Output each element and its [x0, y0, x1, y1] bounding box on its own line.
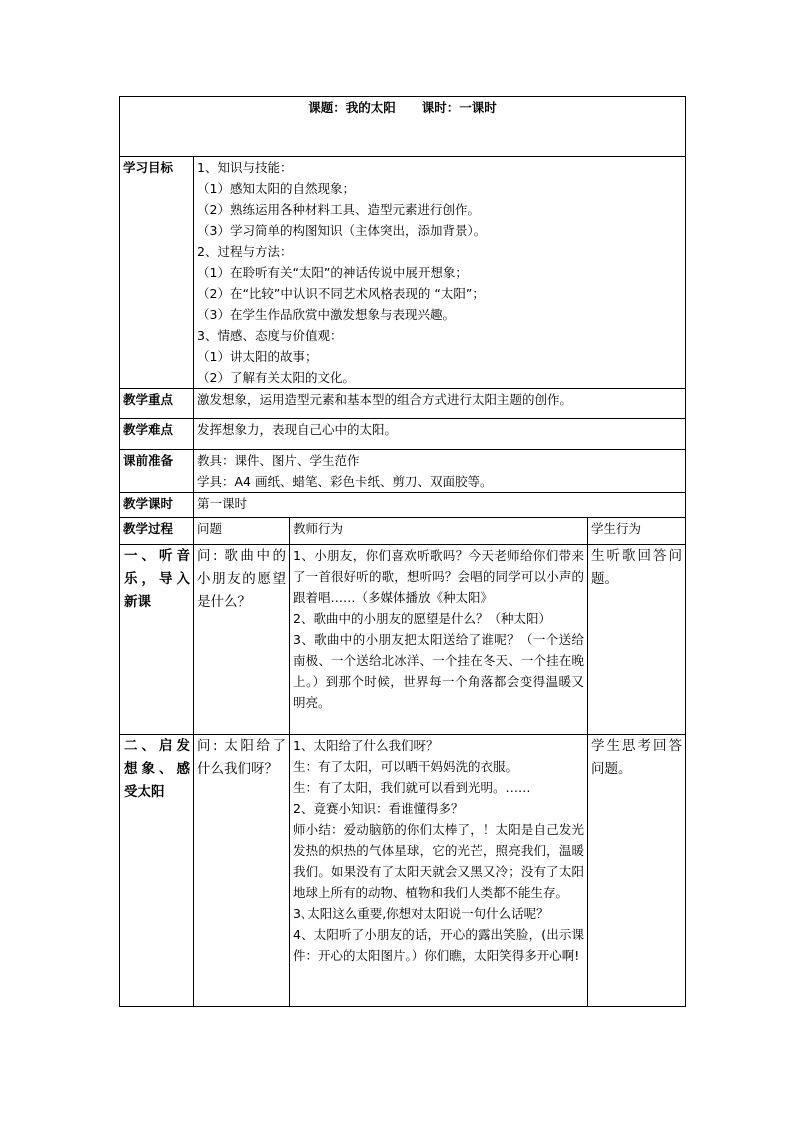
step-teacher: [290, 735, 588, 1007]
stage-text: 二、启发想象、感受太阳: [124, 738, 190, 800]
teacher-line: 2、竟赛小知识：看谁懂得多？: [293, 801, 464, 816]
step-question: [194, 735, 290, 1007]
teacher-line: 3､太阳这么重要,你想对太阳说一句什么话呢？: [293, 906, 549, 921]
difficulty-label: 教学难点: [120, 419, 194, 450]
teacher-line: 2、歌曲中的小朋友的愿望是什么？（种太阳）: [293, 611, 551, 626]
teacher-line: 生：有了太阳，可以晒干妈妈洗的衣服。: [293, 759, 519, 774]
objectives-content: [194, 157, 686, 389]
preparation-row: [120, 450, 686, 493]
key-point-text: 激发想象，运用造型元素和基本型的组合方式进行太阳主题的创作。: [194, 389, 686, 419]
objective-line: （2）在“比较”中认识不同艺术风格表现的 “太阳”；: [197, 286, 485, 301]
teacher-line: 1、太阳给了什么我们呀？: [293, 738, 439, 753]
teaching-aids: 教具：课件、图片、学生范作: [197, 453, 360, 468]
objective-line: 2、过程与方法：: [197, 244, 293, 259]
key-point-row: [120, 389, 686, 419]
question-text: 问: 歌曲中的小朋友的愿望是什么？: [197, 548, 286, 610]
step-stage: [120, 545, 194, 735]
lesson-text: 第一课时: [194, 493, 686, 518]
learning-aids: 学具：A4 画纸、蜡笔、彩色卡纸、剪刀、双面胶等。: [197, 474, 493, 489]
difficulty-row: [120, 419, 686, 450]
period-title: 课时：一课时: [421, 100, 497, 115]
stage-text: 一、听音乐，导入新课: [124, 548, 190, 610]
objective-line: （2）了解有关太阳的文化。: [197, 370, 355, 385]
objective-line: （1）感知太阳的自然现象；: [197, 181, 355, 196]
objective-line: 1、知识与技能：: [197, 160, 293, 175]
objectives-label: 学习目标: [120, 157, 194, 389]
step-row: [120, 735, 686, 1007]
teacher-line: 师小结：爱动脑筋的你们太棒了，！太阳是自己发光发热的炽热的气体星球，它的光芒，照亮我们，温暖我们。如果没有了太阳天就会又黑又冷；没有了太阳地球上所有的动物、植物和我们人类都不能生存。: [293, 822, 584, 900]
topic-title: 课题：我的太阳: [308, 100, 396, 115]
step-stage: [120, 735, 194, 1007]
step-teacher: [290, 545, 588, 735]
student-text: 生听歌回答问题。: [591, 548, 683, 587]
lesson-row: [120, 493, 686, 518]
objectives-row: [120, 157, 686, 389]
teacher-line: 4、太阳听了小朋友的话，开心的露出笑脸，(出示课件：开心的太阳图片。）你们瞧，太阳笑得多开心啊!: [293, 927, 584, 963]
key-point-label: 教学重点: [120, 389, 194, 419]
step-student: [588, 735, 686, 1007]
process-label: 教学过程: [120, 518, 194, 545]
teacher-header: 教师行为: [290, 518, 588, 545]
objective-line: （1）讲太阳的故事；: [197, 349, 318, 364]
student-header: 学生行为: [588, 518, 686, 545]
teacher-line: 生：有了太阳，我们就可以看到光明。……: [293, 780, 531, 795]
step-question: [194, 545, 290, 735]
teacher-line: 3、歌曲中的小朋友把太阳送给了谁呢？（一个送给南极、一个送给北冰洋、一个挂在冬天、一个挂在晚上。）到那个时候，世界每一个角落都会变得温暖又明亮。: [293, 632, 584, 710]
process-header-row: [120, 518, 686, 545]
preparation-label: 课前准备: [120, 450, 194, 493]
page-title: [120, 97, 686, 157]
objective-line: （1）在聆听有关“太阳”的神话传说中展开想象；: [197, 265, 468, 280]
lesson-label: 教学课时: [120, 493, 194, 518]
lesson-plan-table: [119, 96, 686, 1007]
step-row: [120, 545, 686, 735]
question-text: 问: 太阳给了什么我们呀？: [197, 738, 286, 777]
question-header: 问题: [194, 518, 290, 545]
preparation-content: [194, 450, 686, 493]
step-student: [588, 545, 686, 735]
objective-line: 3、情感、态度与价值观：: [197, 328, 343, 343]
objective-line: （2）熟练运用各种材料工具、造型元素进行创作。: [197, 202, 480, 217]
student-text: 学生思考回答问题。: [591, 738, 683, 777]
teacher-line: 1、小朋友，你们喜欢听歌吗？今天老师给你们带来了一首很好听的歌，想听吗？会唱的同学可以小声的跟着唱……（多媒体播放《种太阳》: [293, 548, 584, 605]
objective-line: （3）在学生作品欣赏中激发想象与表现兴趣。: [197, 307, 455, 322]
objective-line: （3）学习简单的构图知识（主体突出，添加背景）。: [197, 223, 487, 238]
title-row: [120, 97, 686, 157]
difficulty-text: 发挥想象力，表现自己心中的太阳。: [194, 419, 686, 450]
